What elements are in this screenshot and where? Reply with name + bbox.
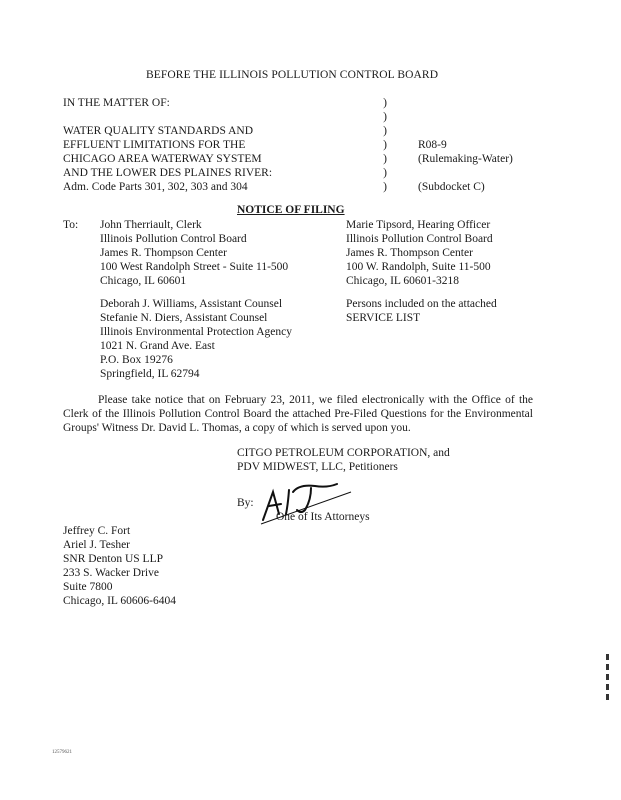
caption-title-block (63, 124, 272, 194)
paren: ) (383, 125, 387, 137)
caption-paren-column (380, 96, 390, 194)
recipient-line: Persons included on the attached (346, 298, 497, 310)
recipient-line: 1021 N. Grand Ave. East (100, 340, 215, 352)
recipient-line: James R. Thompson Center (100, 247, 227, 259)
attorney-block (63, 524, 176, 608)
paren: ) (383, 153, 387, 165)
recipient-line: Springfield, IL 62794 (100, 368, 200, 380)
petitioner-line: PDV MIDWEST, LLC, Petitioners (237, 461, 398, 473)
recipient-line: Illinois Pollution Control Board (346, 233, 493, 245)
caption-line: WATER QUALITY STANDARDS AND (63, 125, 253, 137)
scan-edge-marks (606, 654, 609, 704)
notice-body-paragraph: Please take notice that on February 23, 2011, we filed electronically with the Office of the Clerk of the Illinois Pollution Control Board the attached Pre-Filed Questions for the Environmental Groups' Witness Dr. David L. Thomas, a copy of which is served upon you. (63, 394, 533, 434)
page-heading: BEFORE THE ILLINOIS POLLUTION CONTROL BOARD (146, 69, 439, 81)
attorney-line: Jeffrey C. Fort (63, 525, 131, 537)
recipient-line: Deborah J. Williams, Assistant Counsel (100, 298, 283, 310)
subdocket: (Subdocket C) (418, 181, 485, 193)
recipient-line: Marie Tipsord, Hearing Officer (346, 219, 491, 231)
rulemaking-type: (Rulemaking-Water) (418, 153, 513, 165)
recipient-line: Illinois Pollution Control Board (100, 233, 247, 245)
notice-title: NOTICE OF FILING (237, 204, 345, 216)
attorney-line: Ariel J. Tesher (63, 539, 131, 551)
recipient-line: John Therriault, Clerk (100, 219, 202, 231)
caption-line: AND THE LOWER DES PLAINES RIVER: (63, 167, 273, 179)
to-label: To: (63, 219, 79, 231)
caption-line: CHICAGO AREA WATERWAY SYSTEM (63, 153, 262, 165)
paren: ) (383, 181, 387, 193)
recipient-line: 100 West Randolph Street - Suite 11-500 (100, 261, 289, 273)
attorney-line: Chicago, IL 60606-6404 (63, 595, 176, 607)
docket-number: R08-9 (418, 139, 447, 151)
paren: ) (383, 97, 387, 109)
recipient-line: 100 W. Randolph, Suite 11-500 (346, 261, 491, 273)
signature-caption: One of Its Attorneys (276, 511, 370, 523)
paren: ) (383, 139, 387, 151)
recipient-line: P.O. Box 19276 (100, 354, 173, 366)
recipient-line: Stefanie N. Diers, Assistant Counsel (100, 312, 268, 324)
recipient-line: Chicago, IL 60601-3218 (346, 275, 459, 287)
attorney-line: 233 S. Wacker Drive (63, 567, 159, 579)
recipient-service-list (346, 297, 497, 325)
recipient-line: SERVICE LIST (346, 312, 421, 324)
by-label: By: (237, 497, 254, 509)
recipient-line: Illinois Environmental Protection Agency (100, 326, 292, 338)
recipient-line: James R. Thompson Center (346, 247, 473, 259)
caption-line: EFFLUENT LIMITATIONS FOR THE (63, 139, 246, 151)
recipient-clerk (100, 218, 288, 288)
matter-of-label: IN THE MATTER OF: (63, 97, 170, 109)
petitioner-line: CITGO PETROLEUM CORPORATION, and (237, 447, 450, 459)
attorney-line: SNR Denton US LLP (63, 553, 163, 565)
recipient-line: Chicago, IL 60601 (100, 275, 187, 287)
recipient-iepa (100, 297, 292, 381)
recipient-hearing-officer (346, 218, 493, 288)
paren: ) (383, 167, 387, 179)
footer-doc-code: 12579621 (52, 750, 72, 755)
caption-line: Adm. Code Parts 301, 302, 303 and 304 (63, 181, 248, 193)
paren: ) (383, 111, 387, 123)
attorney-line: Suite 7800 (63, 581, 113, 593)
